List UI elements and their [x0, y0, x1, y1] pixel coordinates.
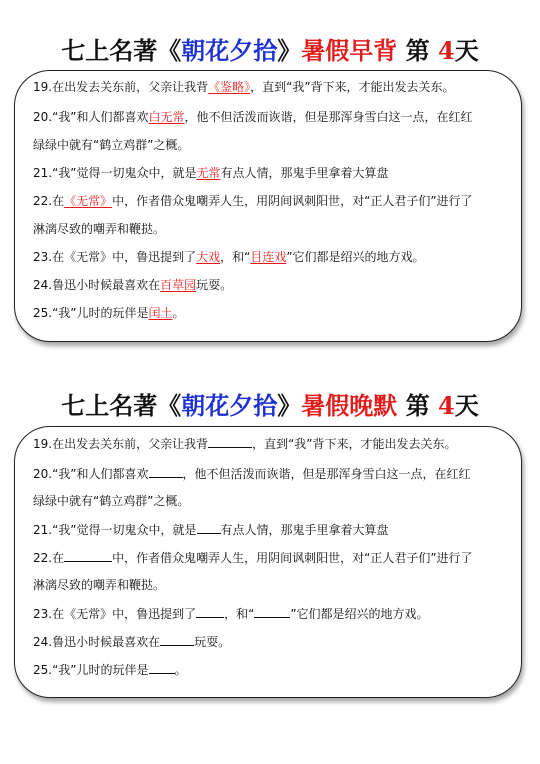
dictation-card — [14, 426, 522, 698]
blank-line-22: 22.在 中，作者借众鬼嘲弄人生，用阴间讽刺阳世，对“正人君子们”进行了 — [33, 551, 473, 565]
fill-blank[interactable] — [64, 549, 112, 562]
mode-label: 暑假晚默 — [301, 391, 398, 420]
blank-line-22-cont: 淋漓尽致的嘲弄和鞭挞。 — [33, 578, 166, 592]
answer-line-25: 25.“我”儿时的玩伴是闰土。 — [33, 306, 185, 320]
mode-label: 暑假早背 — [301, 36, 398, 65]
answer-line-19: 19.在出发去关东前，父亲让我背《鉴略》，直到“我”背下来，才能出发去关东。 — [33, 80, 455, 94]
blank-line-24: 24.鲁迅小时候最喜欢在 玩耍。 — [33, 635, 231, 649]
answer-line-24: 24.鲁迅小时候最喜欢在百草园玩耍。 — [33, 278, 233, 292]
blank-line-25: 25.“我”儿时的玩伴是 。 — [33, 663, 187, 677]
blank-line-23: 23.在《无常》中，鲁迅提到了 ，和“ ”它们都是绍兴的地方戏。 — [33, 607, 429, 621]
answer-line-20: 20.“我”和人们都喜欢白无常，他不但活泼而诙谐，但是那浑身雪白这一点，在红红 — [33, 110, 473, 124]
morning-title: 七上名著《朝花夕拾》暑假早背 第 4天 — [61, 36, 479, 65]
blank-line-20: 20.“我”和人们都喜欢 ，他不但活泼而诙谐，但是那浑身雪白这一点，在红红 — [33, 467, 471, 481]
fill-blank[interactable] — [197, 521, 221, 534]
blank-line-21: 21.“我”觉得一切鬼众中，就是 有点人情，那鬼手里拿着大算盘 — [33, 523, 389, 537]
day-number: 4 — [438, 36, 455, 65]
fill-blank[interactable] — [254, 605, 290, 618]
blank-line-19: 19.在出发去关东前，父亲让我背 ，直到“我”背下来，才能出发去关东。 — [33, 437, 457, 451]
day-number: 4 — [438, 391, 455, 420]
fill-blank[interactable] — [208, 435, 252, 448]
answer-line-22-cont: 淋漓尽致的嘲弄和鞭挞。 — [33, 222, 166, 236]
fill-blank[interactable] — [160, 633, 194, 646]
book-name: 朝花夕拾 — [181, 36, 278, 65]
fill-blank[interactable] — [149, 465, 183, 478]
evening-title: 七上名著《朝花夕拾》暑假晚默 第 4天 — [61, 391, 479, 420]
answer-line-21: 21.“我”觉得一切鬼众中，就是无常有点人情，那鬼手里拿着大算盘 — [33, 166, 389, 180]
answer-card — [14, 70, 522, 342]
blank-line-20-cont: 绿绿中就有“鹤立鸡群”之概。 — [33, 494, 190, 508]
answer-line-23: 23.在《无常》中，鲁迅提到了大戏，和“目连戏”它们都是绍兴的地方戏。 — [33, 250, 425, 264]
book-name: 朝花夕拾 — [181, 391, 278, 420]
answer-line-22: 22.在《无常》中，作者借众鬼嘲弄人生，用阴间讽刺阳世，对“正人君子们”进行了 — [33, 194, 473, 208]
fill-blank[interactable] — [149, 661, 175, 674]
answer-line-20-cont: 绿绿中就有“鹤立鸡群”之概。 — [33, 138, 190, 152]
fill-blank[interactable] — [196, 605, 224, 618]
